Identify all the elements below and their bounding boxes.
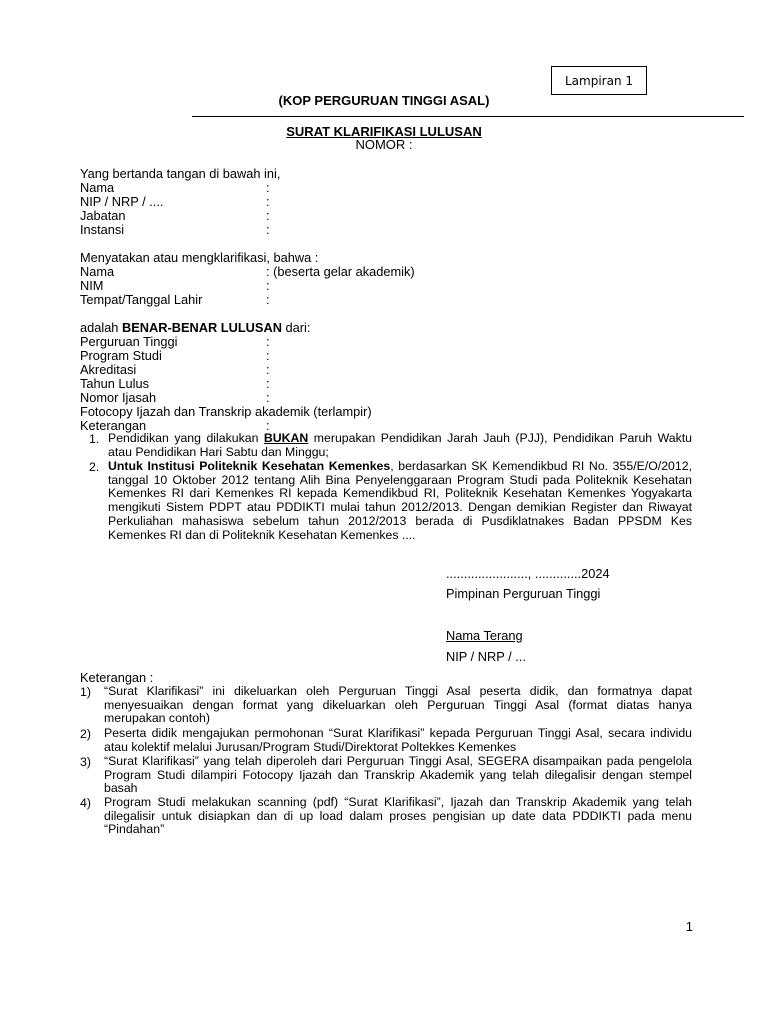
lampiran-box (551, 66, 647, 95)
footer-item-3-text: “Surat Klarifikasi” yang telah diperoleh dari Perguruan Tinggi Asal, SEGERA disampaikan pada pengelola Program Studi dilampiri Fotocopy Ijazah dan Transkrip Akademik yang telah dilegalisir dengan stempel basah (104, 754, 692, 796)
note-1-text (108, 432, 692, 459)
graduation-statement (80, 320, 310, 335)
note-2-number: 2. (89, 460, 100, 474)
document-title: SURAT KLARIFIKASI LULUSAN (286, 124, 482, 139)
attachment-note: Fotocopy Ijazah dan Transkrip akademik (terlampir) (80, 404, 372, 419)
letterhead-placeholder: (KOP PERGURUAN TINGGI ASAL) (278, 93, 490, 108)
remarks-label: Keterangan (80, 418, 147, 433)
document-number: NOMOR : (355, 137, 413, 152)
signature-name: Nama Terang (446, 628, 523, 643)
intro-text: Yang bertanda tangan di bawah ini, (80, 166, 281, 181)
footer-item-2-number: 2) (80, 727, 91, 741)
institution-value: : (266, 334, 270, 349)
signer-name-label: Nama (80, 180, 115, 195)
accreditation-value: : (266, 362, 270, 377)
footer-item-1-number: 1) (80, 685, 91, 699)
study-program-value: : (266, 348, 270, 363)
note-1-pre: Pendidikan yang dilakukan (108, 431, 264, 445)
accreditation-label: Akreditasi (80, 362, 137, 377)
footer-remarks-heading: Keterangan : (80, 670, 154, 685)
graduate-name-label: Nama (80, 264, 115, 279)
statement-text: Menyatakan atau mengklarifikasi, bahwa : (80, 250, 319, 265)
note-2-post: , berdasarkan SK Kemendikbud RI No. 355/E/O/2012, tanggal 10 Oktober 2012 tentang Alih Bina Penyelenggaraan Program Studi pada Politeknik Kesehatan Kemenkes RI dari Kemenkes RI kepada Kemendikbud RI, Politeknik Kesehatan Kemenkes Yogyakarta mengikuti Sistem PDPT atau PDDIKTI mulai tahun 2012/2013. Dengan demikian Register dan Riwayat Perkuliahan mahasiswa sebelum tahun 2012/2013 berada di Pusdiklatnakes Badan PPSDM Kes Kemenkes RI dan di Politeknik Kesehatan Kemenkes .... (108, 459, 692, 542)
signer-position-value: : (266, 208, 270, 223)
header-divider (192, 116, 744, 117)
signature-date: ......................., .............2024 (446, 566, 610, 581)
certificate-number-value: : (266, 390, 270, 405)
graduate-birth-label: Tempat/Tanggal Lahir (80, 292, 203, 307)
footer-item-4-number: 4) (80, 796, 91, 810)
graduation-emphasis: BENAR-BENAR LULUSAN (121, 320, 282, 335)
graduate-nim-label: NIM (80, 278, 104, 293)
note-2-text (108, 460, 692, 542)
footer-item-1-text: “Surat Klarifikasi” ini dikeluarkan oleh Perguruan Tinggi Asal peserta didik, dan formatnya dapat menyesuaikan dengan format yang dikeluarkan oleh Perguruan Tinggi Asal (format diatas hanya merupakan contoh) (104, 684, 692, 726)
signer-nip-label: NIP / NRP / .... (80, 194, 164, 209)
footer-item-3-number: 3) (80, 755, 91, 769)
note-1-post: merupakan Pendidikan Jarah Jauh (PJJ), Pendidikan Paruh Waktu atau Pendidikan Hari Sabtu dan Minggu; (108, 431, 693, 459)
graduation-year-label: Tahun Lulus (80, 376, 150, 391)
graduate-birth-value: : (266, 292, 270, 307)
note-1-number: 1. (89, 432, 100, 446)
signature-title: Pimpinan Perguruan Tinggi (446, 586, 601, 601)
graduation-year-value: : (266, 376, 270, 391)
note-1-emphasis: BUKAN (263, 431, 309, 445)
certificate-number-label: Nomor Ijasah (80, 390, 157, 405)
signer-nip-value: : (266, 194, 270, 209)
graduation-suffix: dari: (281, 320, 311, 335)
graduate-nim-value: : (266, 278, 270, 293)
signer-name-value: : (266, 180, 270, 195)
signature-nip: NIP / NRP / ... (446, 649, 526, 664)
note-2-emphasis: Untuk Institusi Politeknik Kesehatan Kemenkes (108, 459, 391, 473)
footer-item-2-text: Peserta didik mengajukan permohonan “Surat Klarifikasi” kepada Perguruan Tinggi Asal, secara individu atau kolektif melalui Jurusan/Program Studi/Direktorat Poltekkes Kemenkes (104, 726, 692, 754)
institution-label: Perguruan Tinggi (80, 334, 178, 349)
signer-position-label: Jabatan (80, 208, 126, 223)
graduation-prefix: adalah (80, 320, 122, 335)
study-program-label: Program Studi (80, 348, 162, 363)
remarks-value: : (266, 418, 270, 433)
footer-item-4-text: Program Studi melakukan scanning (pdf) “Surat Klarifikasi”, Ijazah dan Transkrip Akademik yang telah dilegalisir untuk disiapkan dan di up load dalam proses pengisian up date data PDDIKTI pada menu “Pindahan” (104, 795, 692, 837)
signer-agency-label: Instansi (80, 222, 125, 237)
signer-agency-value: : (266, 222, 270, 237)
graduate-name-value: : (beserta gelar akademik) (266, 264, 415, 279)
lampiran-label: Lampiran 1 (564, 73, 634, 88)
page-number: 1 (685, 919, 693, 934)
